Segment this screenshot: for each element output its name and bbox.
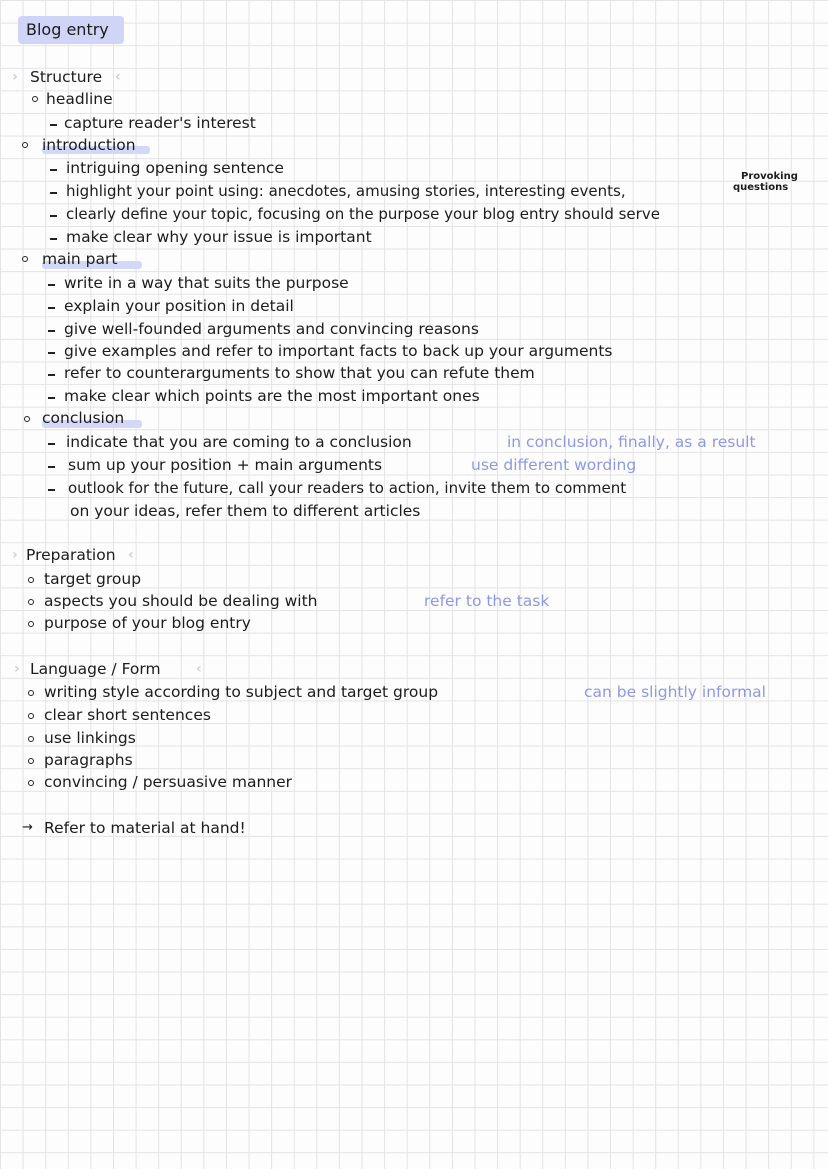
chevron-left-icon: ‹ xyxy=(196,661,202,677)
bullet-icon xyxy=(28,758,34,764)
list-item: purpose of your blog entry xyxy=(44,614,251,632)
bullet-icon xyxy=(24,416,30,422)
margin-note: Provoking xyxy=(741,171,798,182)
bullet-icon xyxy=(28,577,34,583)
list-item: capture reader's interest xyxy=(64,114,256,132)
bullet-icon xyxy=(28,621,34,627)
side-note: use different wording xyxy=(471,456,637,474)
list-item: outlook for the future, call your readers to action, invite them to comment xyxy=(68,479,627,497)
subheading-introduction: introduction xyxy=(42,136,136,154)
list-item: target group xyxy=(44,570,142,588)
list-item: convincing / persuasive manner xyxy=(44,773,293,791)
subheading-headline: headline xyxy=(46,90,113,108)
bullet-icon xyxy=(22,142,28,148)
list-item: make clear which points are the most important ones xyxy=(64,387,480,405)
section-heading-preparation: Preparation xyxy=(26,546,116,564)
dash-icon xyxy=(48,352,55,354)
bullet-icon xyxy=(28,599,34,605)
page-title: Blog entry xyxy=(26,20,109,39)
chevron-right-icon: › xyxy=(14,661,20,677)
list-item: write in a way that suits the purpose xyxy=(64,274,349,292)
list-item: refer to counterarguments to show that you can refute them xyxy=(64,364,535,382)
bullet-icon xyxy=(28,713,34,719)
subheading-main-part: main part xyxy=(42,250,118,268)
list-item: highlight your point using: anecdotes, amusing stories, interesting events, xyxy=(66,182,626,200)
dash-icon xyxy=(48,466,55,468)
bullet-icon xyxy=(28,780,34,786)
list-item: give well-founded arguments and convincing reasons xyxy=(64,320,479,338)
chevron-left-icon: ‹ xyxy=(115,69,121,85)
section-heading-language: Language / Form xyxy=(30,660,161,678)
subheading-conclusion: conclusion xyxy=(42,409,125,427)
bullet-icon xyxy=(22,256,28,262)
dash-icon xyxy=(50,215,57,217)
closing-note: Refer to material at hand! xyxy=(44,819,246,837)
side-note: refer to the task xyxy=(424,592,550,610)
side-note: in conclusion, finally, as a result xyxy=(507,433,756,451)
dash-icon xyxy=(48,489,55,491)
list-item: sum up your position + main arguments xyxy=(68,456,383,474)
list-item: make clear why your issue is important xyxy=(66,228,372,246)
list-item: explain your position in detail xyxy=(64,297,294,315)
list-item: aspects you should be dealing with xyxy=(44,592,318,610)
list-item: clear short sentences xyxy=(44,706,211,724)
section-heading-structure: Structure xyxy=(30,68,103,86)
dash-icon xyxy=(50,192,57,194)
list-item: give examples and refer to important facts to back up your arguments xyxy=(64,342,613,360)
dash-icon xyxy=(48,443,55,445)
dash-icon xyxy=(48,284,55,286)
dash-icon xyxy=(48,374,55,376)
list-item: indicate that you are coming to a conclusion xyxy=(66,433,412,451)
dash-icon xyxy=(48,330,55,332)
bullet-icon xyxy=(28,690,34,696)
list-item: intriguing opening sentence xyxy=(66,159,284,177)
list-item: clearly define your topic, focusing on the purpose your blog entry should serve xyxy=(66,205,660,223)
side-note: can be slightly informal xyxy=(584,683,766,701)
chevron-left-icon: ‹ xyxy=(128,547,134,563)
dash-icon xyxy=(48,307,55,309)
arrow-right-icon: → xyxy=(22,820,33,835)
dash-icon xyxy=(48,397,55,399)
list-item-continued: on your ideas, refer them to different articles xyxy=(70,502,421,520)
dash-icon xyxy=(50,238,57,240)
dash-icon xyxy=(50,169,57,171)
bullet-icon xyxy=(32,96,38,102)
margin-note: questions xyxy=(733,182,789,193)
list-item: use linkings xyxy=(44,729,136,747)
dash-icon xyxy=(50,124,57,126)
bullet-icon xyxy=(28,736,34,742)
chevron-right-icon: › xyxy=(12,69,18,85)
chevron-right-icon: › xyxy=(12,547,18,563)
list-item: paragraphs xyxy=(44,751,133,769)
list-item: writing style according to subject and target group xyxy=(44,683,439,701)
